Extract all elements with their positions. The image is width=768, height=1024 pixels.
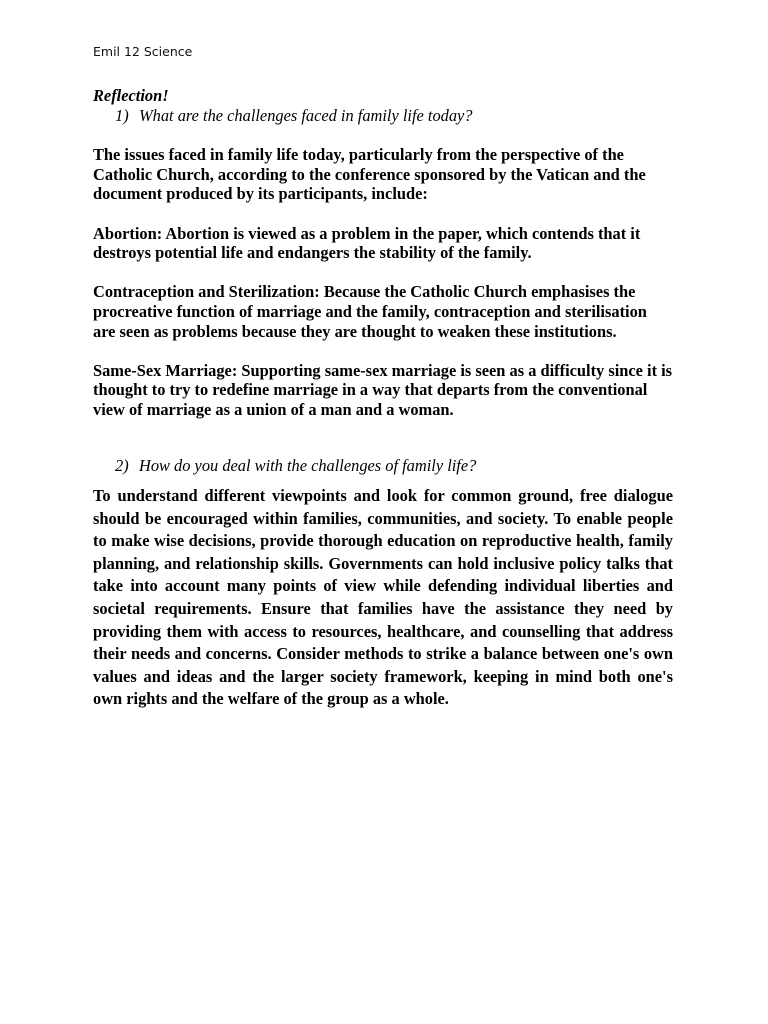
answer-2-paragraph: To understand different viewpoints and look for common ground, free dialogue should be encouraged within families, communities, and society. To enable people to make wise decisions, provide thorough education on reproductive health, family planning, and relationship skills. Governments can hold inclusive policy talks that take into account many points of view while defending individual liberties and societal requirements. Ensure that families have the assistance they need by providing them with access to resources, healthcare, and counselling that address their needs and concerns. Consider methods to strike a balance between one's own values and ideas and the larger society framework, keeping in mind both one's own rights and the welfare of the group as a whole. [93,486,673,709]
question-2-text: How do you deal with the challenges of family life? [139,455,477,475]
reflection-heading: Reflection! [93,86,169,105]
question-1-text: What are the challenges faced in family life today? [139,105,473,125]
page-header: Emil 12 Science [93,44,193,59]
document-body [93,86,673,711]
contraception-paragraph: Contraception and Sterilization: Because the Catholic Church emphasises the procreative function of marriage and the family, contraception and sterilisation are seen as problems because they are thought to weaken these institutions. [93,282,647,341]
question-2 [93,456,673,476]
same-sex-marriage-paragraph: Same-Sex Marriage: Supporting same-sex marriage is seen as a difficulty since it is thought to try to redefine marriage in a way that departs from the conventional view of marriage as a union of a man and a woman. [93,360,673,419]
question-2-number: 2) [115,455,129,475]
intro-paragraph: The issues faced in family life today, particularly from the perspective of the Catholic Church, according to the conference sponsored by the Vatican and the document produced by its participants, include: [93,145,646,204]
question-1 [93,106,673,126]
question-1-number: 1) [115,105,129,125]
abortion-paragraph: Abortion: Abortion is viewed as a problem in the paper, which contends that it destroys potential life and endangers the stability of the family. [93,223,641,263]
